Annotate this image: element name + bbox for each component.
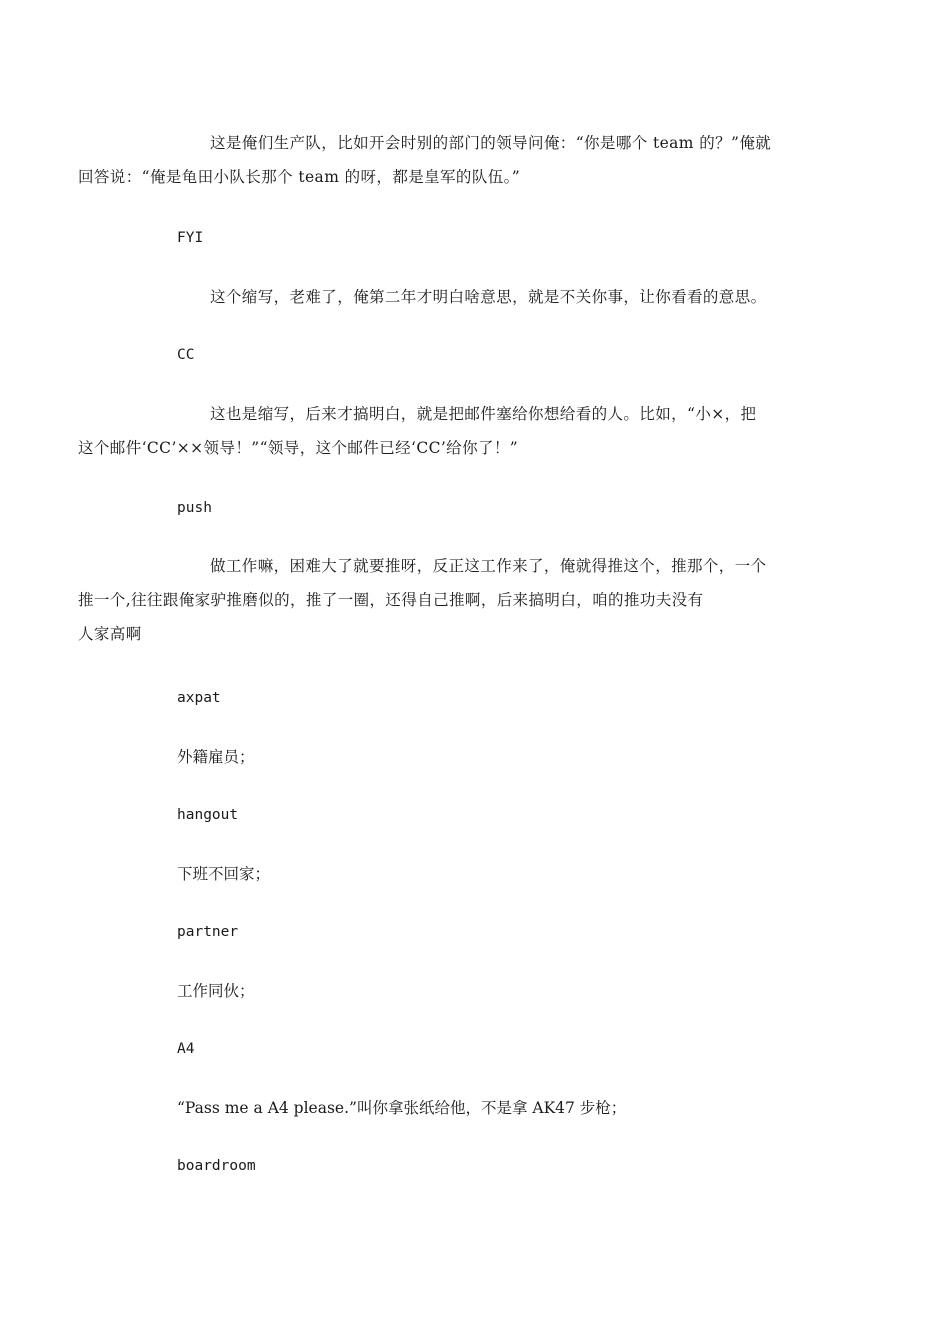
- text-line: 人家高啊: [78, 625, 142, 643]
- text-line: 这是俺们生产队，比如开会时别的部门的领导问俺：“你是哪个 team 的？”俺就: [210, 134, 772, 152]
- definition-partner: 工作同伙；: [177, 982, 255, 1000]
- text-line: 回答说：“俺是龟田小队长那个 team 的呀，都是皇军的队伍。”: [78, 168, 521, 186]
- term-hangout: hangout: [177, 807, 239, 823]
- text-line: 这个邮件‘CC’××领导！”“领导，这个邮件已经‘CC’给你了！”: [78, 439, 519, 457]
- paragraph-team: [78, 126, 809, 194]
- term-cc: CC: [177, 347, 195, 363]
- definition-a4: “Pass me a A4 please.”叫你拿张纸给他，不是拿 AK47 步枪；: [177, 1099, 627, 1117]
- term-a4: A4: [177, 1041, 195, 1057]
- text-line: 推一个,往往跟俺家驴推磨似的，推了一圈，还得自己推啊，后来搞明白，咱的推功夫没有: [78, 591, 704, 609]
- term-axpat: axpat: [177, 690, 221, 706]
- text-line: 这也是缩写，后来才搞明白，就是把邮件塞给你想给看的人。比如，“小×，把: [210, 405, 757, 423]
- term-push: push: [177, 500, 212, 516]
- term-partner: partner: [177, 924, 239, 940]
- term-fyi: FYI: [177, 230, 204, 246]
- paragraph-cc: [78, 397, 809, 465]
- definition-axpat: 外籍雇员；: [177, 748, 255, 766]
- paragraph-push: [78, 549, 809, 651]
- definition-hangout: 下班不回家；: [177, 865, 271, 883]
- paragraph-fyi: 这个缩写，老难了，俺第二年才明白啥意思，就是不关你事，让你看看的意思。: [210, 288, 767, 306]
- text-line: 做工作嘛，困难大了就要推呀，反正这工作来了，俺就得推这个，推那个，一个: [210, 557, 767, 575]
- term-boardroom: boardroom: [177, 1158, 256, 1174]
